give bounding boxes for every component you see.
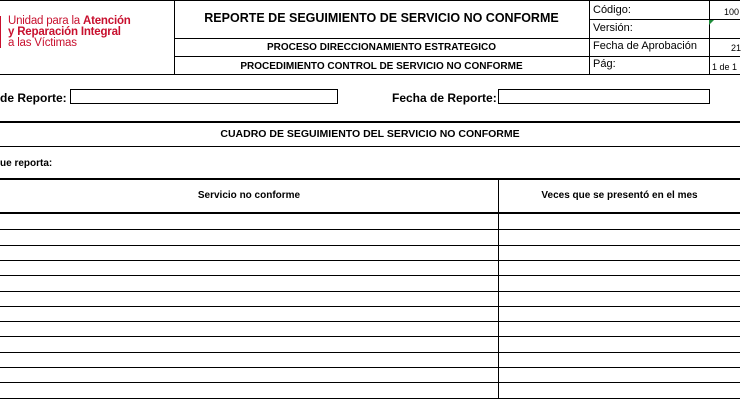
column-header-count: Veces que se presentó en el mes: [541, 190, 698, 201]
procedure-name: PROCEDIMIENTO CONTROL DE SERVICIO NO CONFORME: [240, 61, 523, 72]
table-row[interactable]: [0, 260, 740, 275]
document-title: REPORTE DE SEGUIMIENTO DE SERVICIO NO CONFORME: [204, 11, 559, 25]
header-top-border: [0, 0, 740, 1]
table-row[interactable]: [0, 229, 740, 244]
table-row[interactable]: [0, 336, 740, 351]
cell-comment-marker: [709, 20, 714, 25]
table-row[interactable]: [0, 291, 740, 306]
report-date-label: Fecha de Reporte:: [392, 91, 497, 105]
logo-line1-normal: Unidad para la: [8, 15, 83, 27]
section-bottom-border: [0, 146, 740, 147]
table-row[interactable]: [0, 306, 740, 321]
header-bottom-border: [0, 74, 740, 75]
row-divider: [0, 398, 740, 399]
column-header-service: [0, 190, 498, 201]
meta-line-1: [589, 19, 740, 20]
logo-line1-bold: Atención: [83, 15, 131, 27]
table-row[interactable]: [0, 214, 740, 229]
header-line-2: [174, 56, 740, 57]
logo-line3: a las Víctimas: [8, 37, 77, 49]
version-label: Versión:: [593, 22, 633, 34]
logo-mark: [0, 16, 1, 48]
page-label: Pág:: [593, 58, 616, 70]
table-row[interactable]: [0, 245, 740, 260]
table-row[interactable]: [0, 382, 740, 397]
table-row[interactable]: [0, 321, 740, 336]
approval-date-label: Fecha de Aprobación: [593, 40, 697, 52]
logo: [8, 16, 131, 49]
table-top-border: [0, 178, 740, 180]
section-top-border: [0, 121, 740, 123]
header-divider-meta: [589, 0, 590, 74]
table-row[interactable]: [0, 367, 740, 382]
header-line-1: [174, 38, 740, 39]
report-field[interactable]: [70, 89, 338, 104]
approval-date-value: 21: [731, 43, 741, 53]
code-label: Código:: [593, 4, 631, 16]
page-value: 1 de 1: [712, 62, 738, 72]
header-divider-values: [709, 0, 710, 74]
process-name: PROCESO DIRECCIONAMIENTO ESTRATEGICO: [266, 42, 497, 53]
column-header-service-text: Servicio no conforme: [197, 190, 301, 201]
table-row[interactable]: [0, 352, 740, 367]
section-title: CUADRO DE SEGUIMIENTO DEL SERVICIO NO CONFORME: [220, 128, 520, 140]
table-row[interactable]: [0, 275, 740, 290]
reporter-label: ue reporta:: [0, 158, 53, 169]
code-value: 100: [724, 7, 740, 17]
report-date-field[interactable]: [498, 89, 710, 104]
logo-line2: y Reparación Integral: [8, 26, 121, 38]
report-label: de Reporte:: [0, 91, 67, 105]
